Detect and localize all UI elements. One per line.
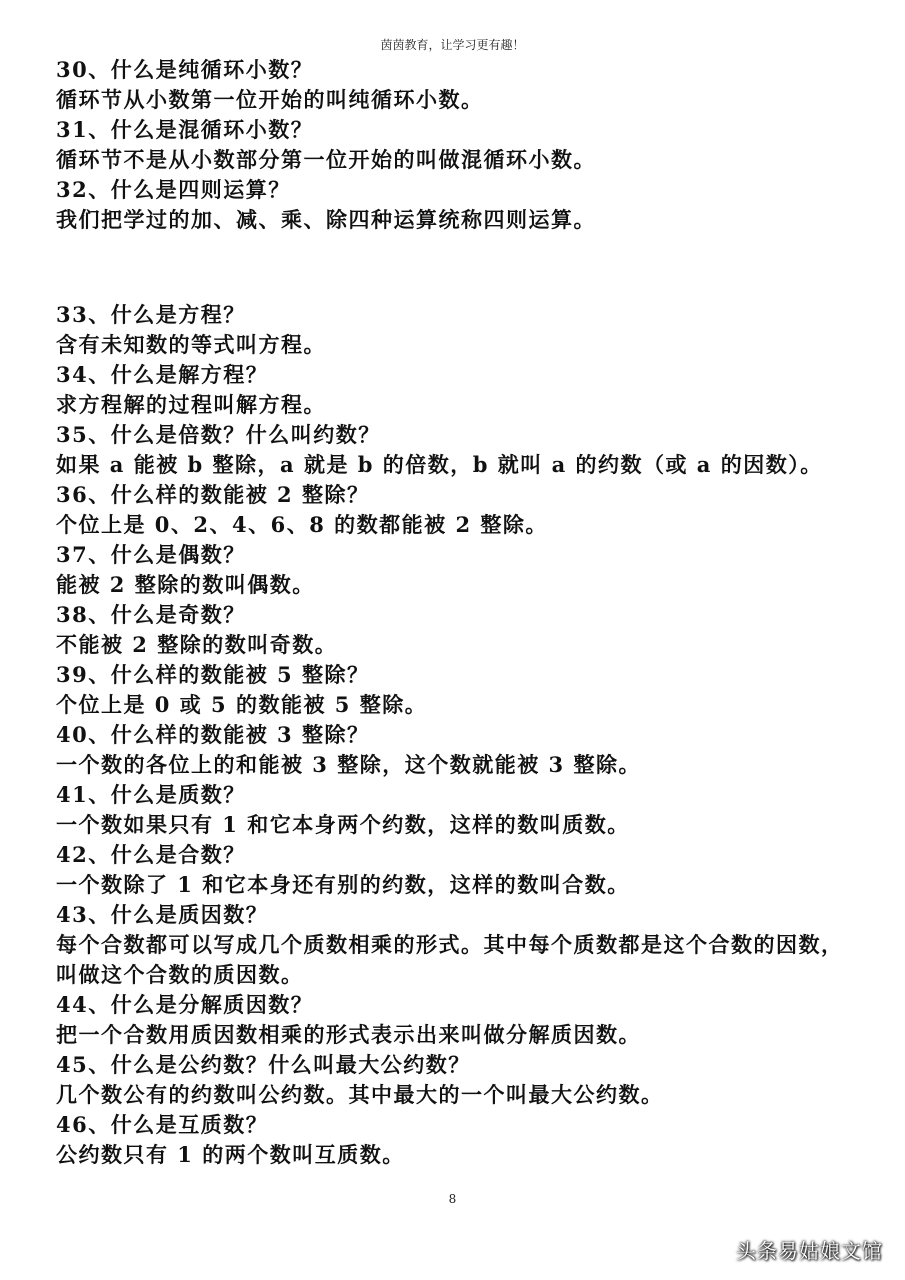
question-31: 31、什么是混循环小数？ bbox=[56, 117, 314, 142]
question-34: 34、什么是解方程？ bbox=[56, 362, 269, 387]
watermark: 头条易姑娘文馆 bbox=[736, 1239, 883, 1263]
answer-37: 能被 2 整除的数叫偶数。 bbox=[56, 572, 315, 597]
question-36: 36、什么样的数能被 2 整除？ bbox=[56, 482, 370, 507]
answer-31: 循环节不是从小数部分第一位开始的叫做混循环小数。 bbox=[56, 147, 596, 172]
answer-44: 把一个合数用质因数相乘的形式表示出来叫做分解质因数。 bbox=[56, 1022, 641, 1047]
answer-41: 一个数如果只有 1 和它本身两个约数，这样的数叫质数。 bbox=[56, 812, 630, 837]
question-38: 38、什么是奇数？ bbox=[56, 602, 246, 627]
answer-42: 一个数除了 1 和它本身还有别的约数，这样的数叫合数。 bbox=[56, 872, 630, 897]
answer-33: 含有未知数的等式叫方程。 bbox=[56, 332, 326, 357]
question-41: 41、什么是质数？ bbox=[56, 782, 246, 807]
answer-36: 个位上是 0、2、4、6、8 的数都能被 2 整除。 bbox=[56, 512, 548, 537]
question-35: 35、什么是倍数？什么叫约数？ bbox=[56, 422, 381, 447]
question-33: 33、什么是方程？ bbox=[56, 302, 246, 327]
answer-38: 不能被 2 整除的数叫奇数。 bbox=[56, 632, 338, 657]
answer-40: 一个数的各位上的和能被 3 整除，这个数就能被 3 整除。 bbox=[56, 752, 641, 777]
answer-45: 几个数公有的约数叫公约数。其中最大的一个叫最大公约数。 bbox=[56, 1082, 664, 1107]
question-42: 42、什么是合数？ bbox=[56, 842, 246, 867]
answer-30: 循环节从小数第一位开始的叫纯循环小数。 bbox=[56, 87, 484, 112]
answer-39: 个位上是 0 或 5 的数能被 5 整除。 bbox=[56, 692, 428, 717]
question-44: 44、什么是分解质因数？ bbox=[56, 992, 314, 1017]
question-43: 43、什么是质因数？ bbox=[56, 902, 269, 927]
question-32: 32、什么是四则运算？ bbox=[56, 177, 291, 202]
page-number: 8 bbox=[448, 1192, 457, 1206]
qa-block-2 bbox=[56, 300, 856, 1170]
question-40: 40、什么样的数能被 3 整除？ bbox=[56, 722, 370, 747]
answer-46: 公约数只有 1 的两个数叫互质数。 bbox=[56, 1142, 405, 1167]
question-46: 46、什么是互质数？ bbox=[56, 1112, 269, 1137]
answer-34: 求方程解的过程叫解方程。 bbox=[56, 392, 326, 417]
answer-43: 每个合数都可以写成几个质数相乘的形式。其中每个质数都是这个合数的因数，叫做这个合数的质因数。 bbox=[56, 932, 844, 987]
qa-block-1 bbox=[56, 55, 856, 235]
question-37: 37、什么是偶数？ bbox=[56, 542, 246, 567]
answer-35: 如果 a 能被 b 整除，a 就是 b 的倍数，b 就叫 a 的约数（或 a 的因数）。 bbox=[56, 452, 823, 477]
question-45: 45、什么是公约数？什么叫最大公约数？ bbox=[56, 1052, 471, 1077]
page-header: 茵茵教育，让学习更有趣！ bbox=[380, 38, 525, 52]
question-30: 30、什么是纯循环小数？ bbox=[56, 57, 314, 82]
question-39: 39、什么样的数能被 5 整除？ bbox=[56, 662, 370, 687]
answer-32: 我们把学过的加、减、乘、除四种运算统称四则运算。 bbox=[56, 207, 596, 232]
